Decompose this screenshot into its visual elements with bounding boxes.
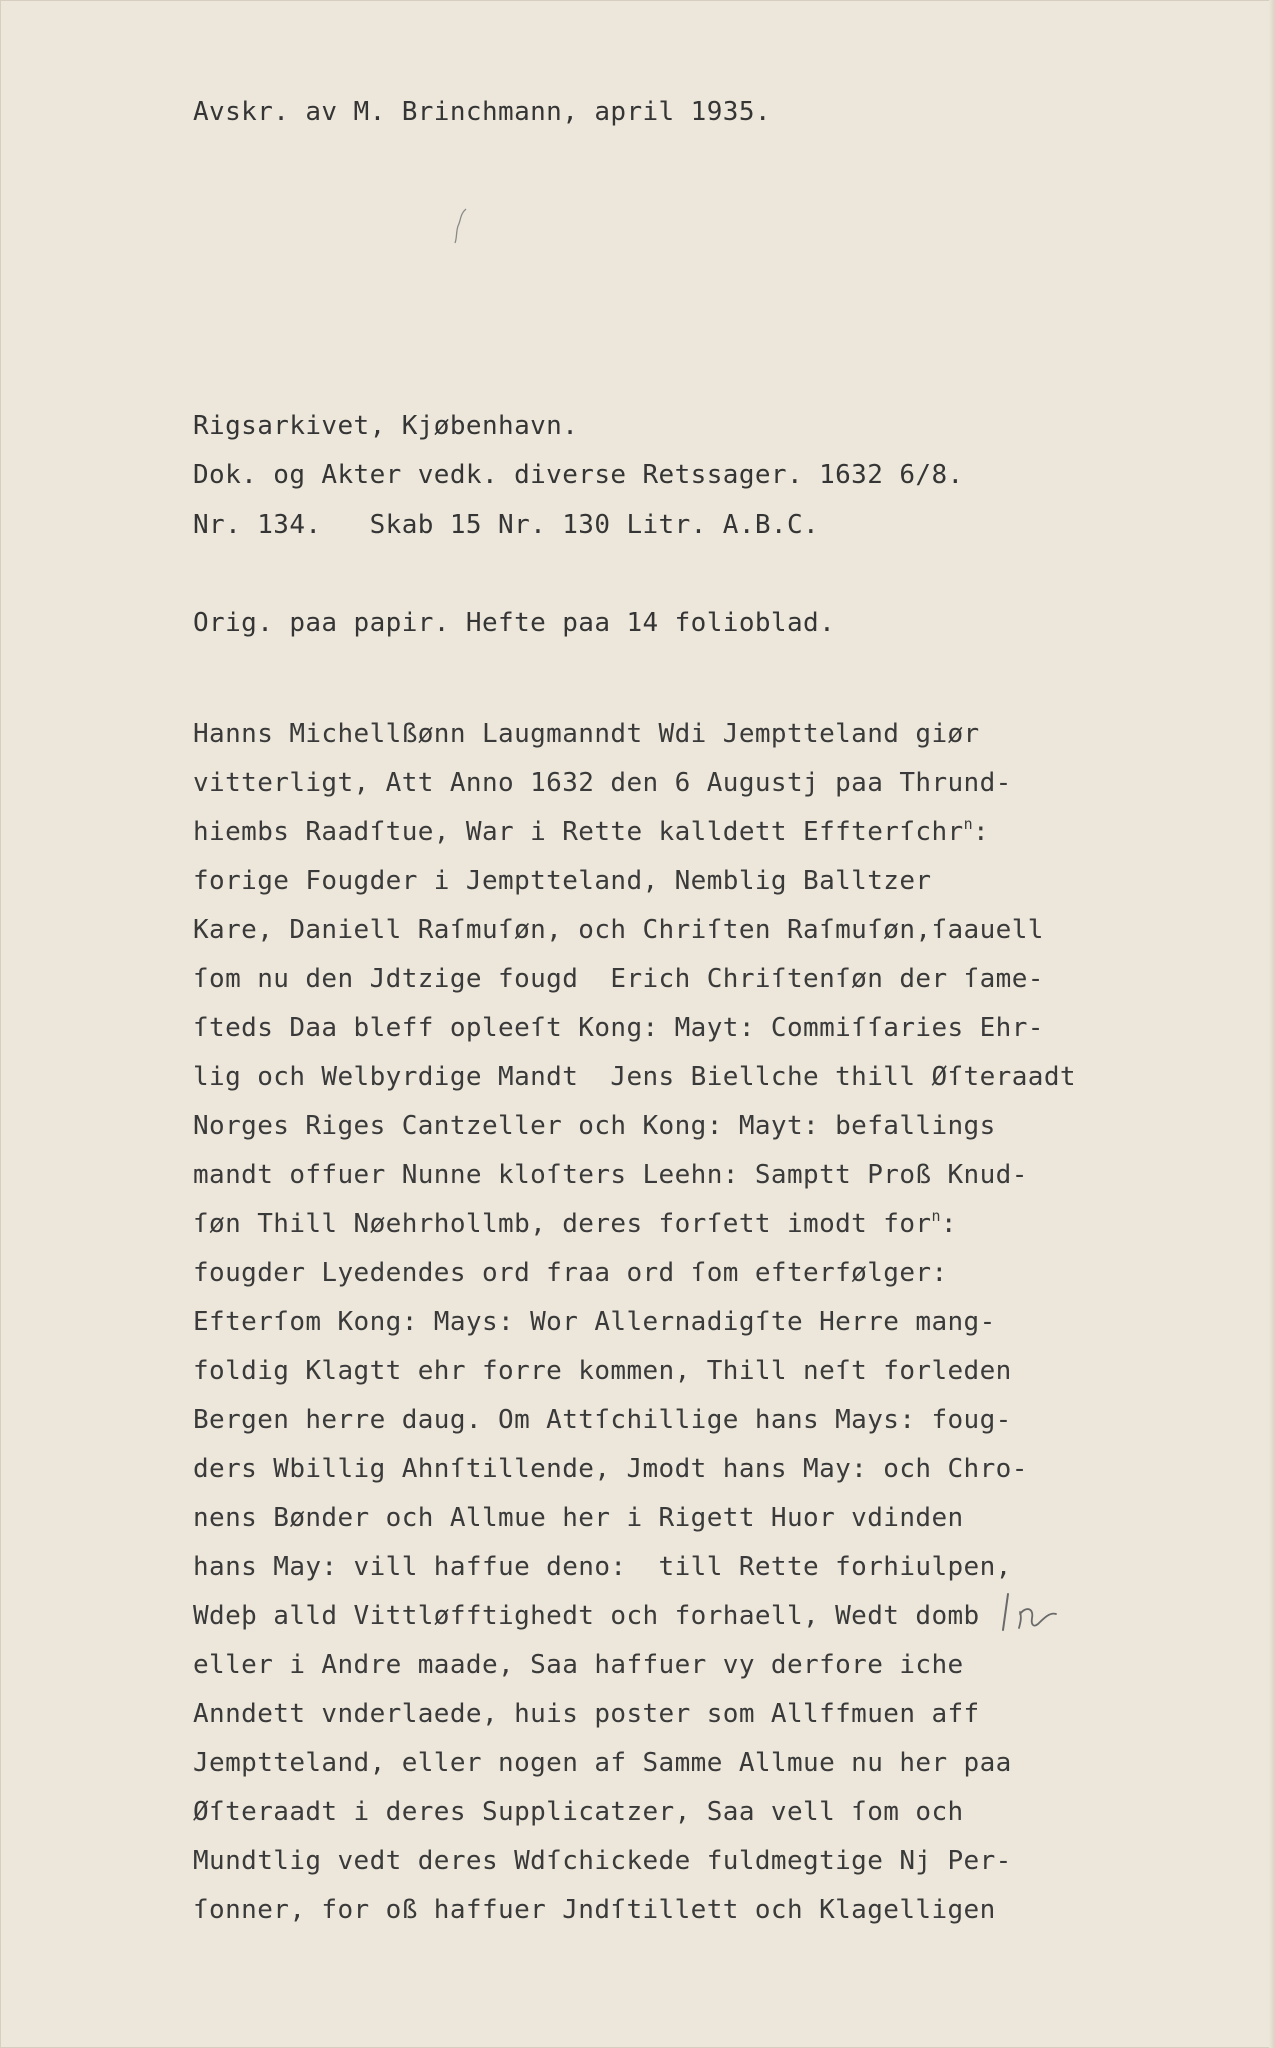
- pencil-mark: [452, 206, 470, 246]
- reference-number: Nr. 134. Skab 15 Nr. 130 Litr. A.B.C.: [193, 510, 820, 540]
- body-line: Anndett vnderlaede, huis poster som Allffmuen aff: [193, 1699, 980, 1729]
- body-line: Bergen herre daug. Om Attſchillige hans Mays: foug-: [193, 1405, 1012, 1435]
- body-line: hans May: vill haffue deno: till Rette forhiulpen,: [193, 1552, 1012, 1582]
- superscript: n: [931, 1207, 941, 1225]
- body-line: ſteds Daa bleff opleeſt Kong: Mayt: Commiſſaries Ehr-: [193, 1013, 1044, 1043]
- body-line: vitterligt, Att Anno 1632 den 6 Augustj paa Thrund-: [193, 768, 1012, 798]
- punctuation: :: [973, 817, 990, 847]
- body-line-text: ſøn Thill Nøehrhollmb, deres forſett imodt for: [193, 1209, 932, 1239]
- margin-note-handwritten: [1000, 1590, 1070, 1636]
- scan-edge: [1269, 0, 1275, 2048]
- body-line-text: hiembs Raadſtue, War i Rette kalldett Effterſchr: [193, 817, 964, 847]
- body-line: Wdeþ alld Vittløfftighedt och forhaell, Wedt domb: [193, 1601, 980, 1631]
- body-line: nens Bønder och Allmue her i Rigett Huor vdinden: [193, 1503, 964, 1533]
- body-line: ders Wbillig Ahnſtillende, Jmodt hans May: och Chro-: [193, 1454, 1028, 1484]
- collection-title: Dok. og Akter vedk. diverse Retssager. 1632 6/8.: [193, 460, 964, 490]
- body-line: foldig Klagtt ehr forre kommen, Thill neſt forleden: [193, 1356, 1012, 1386]
- body-line: mandt offuer Nunne kloſters Leehn: Samptt Proß Knud-: [193, 1160, 1028, 1190]
- body-line: Efterſom Kong: Mays: Wor Allernadigſte Herre mang-: [193, 1307, 996, 1337]
- body-line: forige Fougder i Jemptteland, Nemblig Balltzer: [193, 866, 932, 896]
- body-line: Jemptteland, eller nogen af Samme Allmue nu her paa: [193, 1748, 1012, 1778]
- body-line: Hanns Michellßønn Laugmanndt Wdi Jemptteland giør: [193, 719, 980, 749]
- body-line: ſom nu den Jdtzige fougd Erich Chriſtenſøn der ſame-: [193, 964, 1044, 994]
- body-line: ſonner, for oß haffuer Jndſtillett och Klagelligen: [193, 1895, 996, 1925]
- body-line: [193, 1208, 957, 1240]
- body-line: Norges Riges Cantzeller och Kong: Mayt: befallings: [193, 1111, 996, 1141]
- punctuation: :: [940, 1209, 957, 1239]
- body-line: eller i Andre maade, Saa haffuer vy derfore iche: [193, 1650, 964, 1680]
- body-line: Mundtlig vedt deres Wdſchickede fuldmegtige Nj Per-: [193, 1846, 1012, 1876]
- body-line: Kare, Daniell Raſmuſøn, och Chriſten Raſmuſøn,ſaauell: [193, 915, 1044, 945]
- superscript: n: [963, 815, 973, 833]
- body-line: lig och Welbyrdige Mandt Jens Biellche thill Øſteraadt: [193, 1062, 1076, 1092]
- document-description: Orig. paa papir. Hefte paa 14 folioblad.: [193, 608, 836, 638]
- body-line: Øſteraadt i deres Supplicatzer, Saa vell ſom och: [193, 1797, 964, 1827]
- body-line: fougder Lyedendes ord fraa ord ſom efterfølger:: [193, 1258, 948, 1288]
- body-line: [193, 816, 989, 848]
- transcription-note: Avskr. av M. Brinchmann, april 1935.: [193, 97, 771, 127]
- archive-name: Rigsarkivet, Kjøbenhavn.: [193, 411, 579, 441]
